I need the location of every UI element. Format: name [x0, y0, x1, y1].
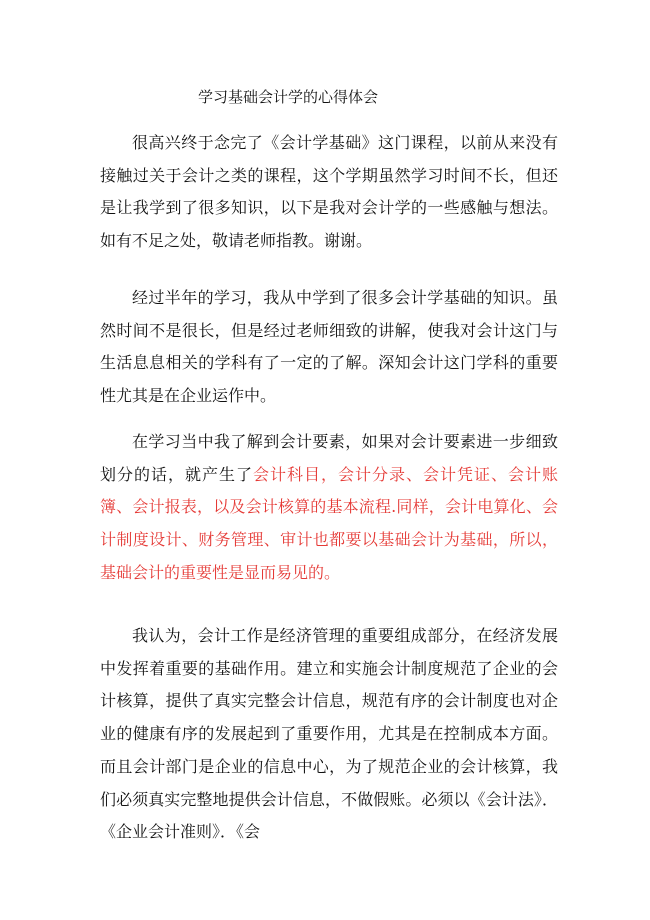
paragraph-elements — [100, 426, 558, 590]
document-title: 学习基础会计学的心得体会 — [198, 88, 379, 106]
paragraph-opinion: 我认为，会计工作是经济管理的重要组成部分，在经济发展中发挥着重要的基础作用。建立和实施会计制度规范了企业的会计核算，提供了真实完整会计信息，规范有序的会计制度也对企业的健康有序的发展起到了重要作用，尤其是在控制成本方面。而且会计部门是企业的信息中心，为了规范企业的会计核算，我们必须真实完整地提供会计信息，不做假账。必须以《会计法》．《企业会计准则》．《会 — [100, 626, 558, 842]
paragraph-elements-text: 在学习当中我了解到会计要素，如果对会计要素进一步细致划分的话，就产生了 — [100, 432, 558, 484]
paragraph-intro: 很高兴终于念完了《会计学基础》这门课程，以前从来没有接触过关于会计之类的课程，这个学期虽然学习时间不长，但还是让我学到了很多知识，以下是我对会计学的一些感触与想法。如有不足之处，敬请老师指教。谢谢。 — [100, 133, 558, 251]
highlighted-text: 会计科目，会计分录、会计凭证、会计账簿、会计报表，以及会计核算的基本流程.同样，会计电算化、会计制度设计、财务管理、审计也都要以基础会计为基础，所以，基础会计的重要性是显而易见的。 — [100, 464, 558, 582]
paragraph-learning: 经过半年的学习，我从中学到了很多会计学基础的知识。虽然时间不是很长，但是经过老师细致的讲解，使我对会计这门与生活息息相关的学科有了一定的了解。深知会计这门学科的重要性尤其是在企业运作中。 — [100, 288, 558, 406]
